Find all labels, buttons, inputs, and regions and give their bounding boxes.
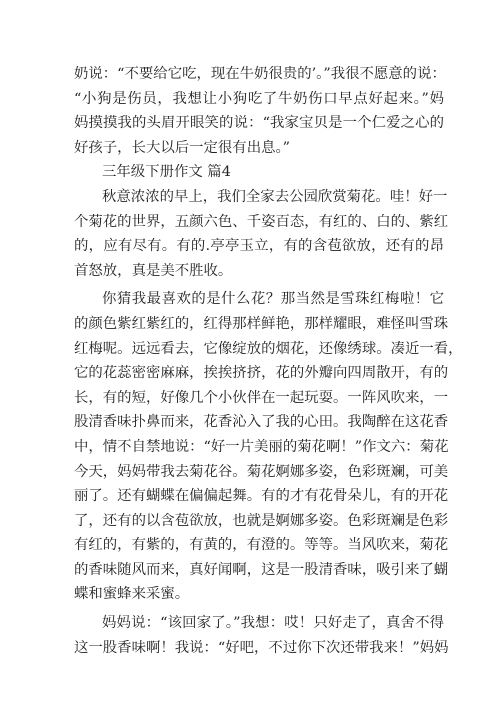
text-line: 奶说：“不要给它吃，现在牛奶很贵的’。”我很不愿意的说： <box>74 66 446 82</box>
paragraph-2 <box>74 185 449 283</box>
text-line: 的颜色紫红紫红的，红得那样鲜艳，那样耀眼，难怪叫雪珠 <box>74 315 449 332</box>
heading-text: 三年级下册作文 篇4 <box>102 164 231 181</box>
text-line: 你猜我最喜欢的是什么花？那当然是雪珠红梅啦！它 <box>102 291 444 308</box>
paragraph-1 <box>74 62 444 160</box>
text-line: 今天，妈妈带我去菊花谷。菊花婀娜多姿，色彩斑斓，可美 <box>74 463 449 480</box>
text-line: 蝶和蜜蜂来采蜜。 <box>74 586 190 603</box>
text-line: 的香味随风而来，真好闻啊，这是一股清香味，吸引来了蝴 <box>74 561 449 578</box>
document-page <box>74 62 463 660</box>
text-line: 妈摸摸我的头眉开眼笑的说：“我家宝贝是一个仁爱之心的 <box>74 115 444 132</box>
text-line: 个菊花的世界，五颜六色、千姿百态，有红的、白的、紫红 <box>74 213 449 230</box>
text-line: 红梅呢。远远看去，它像绽放的烟花，还像绣球。凑近一看， <box>74 340 463 357</box>
text-line: 了，还有的以含苞欲放，也就是婀娜多姿。色彩斑斓是色彩 <box>74 512 449 529</box>
text-line: 这一股香味啊！我说：“好吧，不过你下次还带我来！”妈妈 <box>74 639 449 656</box>
text-line: 好孩子，长大以后一定很有出息。” <box>74 139 291 156</box>
text-line: 的，应有尽有。有的.亭亭玉立，有的含苞欲放，还有的昂 <box>74 238 444 255</box>
text-line: 丽了。还有蝴蝶在偏偏起舞。有的才有花骨朵儿，有的开花 <box>74 488 449 505</box>
text-line: 妈妈说：“该回家了。”我想：哎！只好走了，真舍不得 <box>102 615 444 632</box>
section-heading <box>74 160 444 185</box>
text-line: 股清香味扑鼻而来，花香沁入了我的心田。我陶醉在这花香 <box>74 414 449 431</box>
text-line: 有红的，有紫的，有黄的，有澄的。等等。当风吹来，菊花 <box>74 537 449 554</box>
text-line: 首怒放，真是美不胜收。 <box>74 262 233 279</box>
text-line: 它的花蕊密密麻麻，挨挨挤挤，花的外瓣向四周散开，有的 <box>74 365 449 382</box>
paragraph-4 <box>74 611 449 660</box>
text-line: 长，有的短，好像几个小伙伴在一起玩耍。一阵风吹来，一 <box>74 389 449 406</box>
paragraph-3 <box>74 287 463 607</box>
text-line: 秋意浓浓的早上，我们全家去公园欣赏菊花。哇！好一 <box>102 188 448 205</box>
text-line: “小狗是伤员，我想让小狗吃了牛奶伤口早点好起来。”妈 <box>74 90 444 107</box>
text-line: 中，情不自禁地说：“好一片美丽的菊花啊！”作文六：菊花 <box>74 438 449 455</box>
